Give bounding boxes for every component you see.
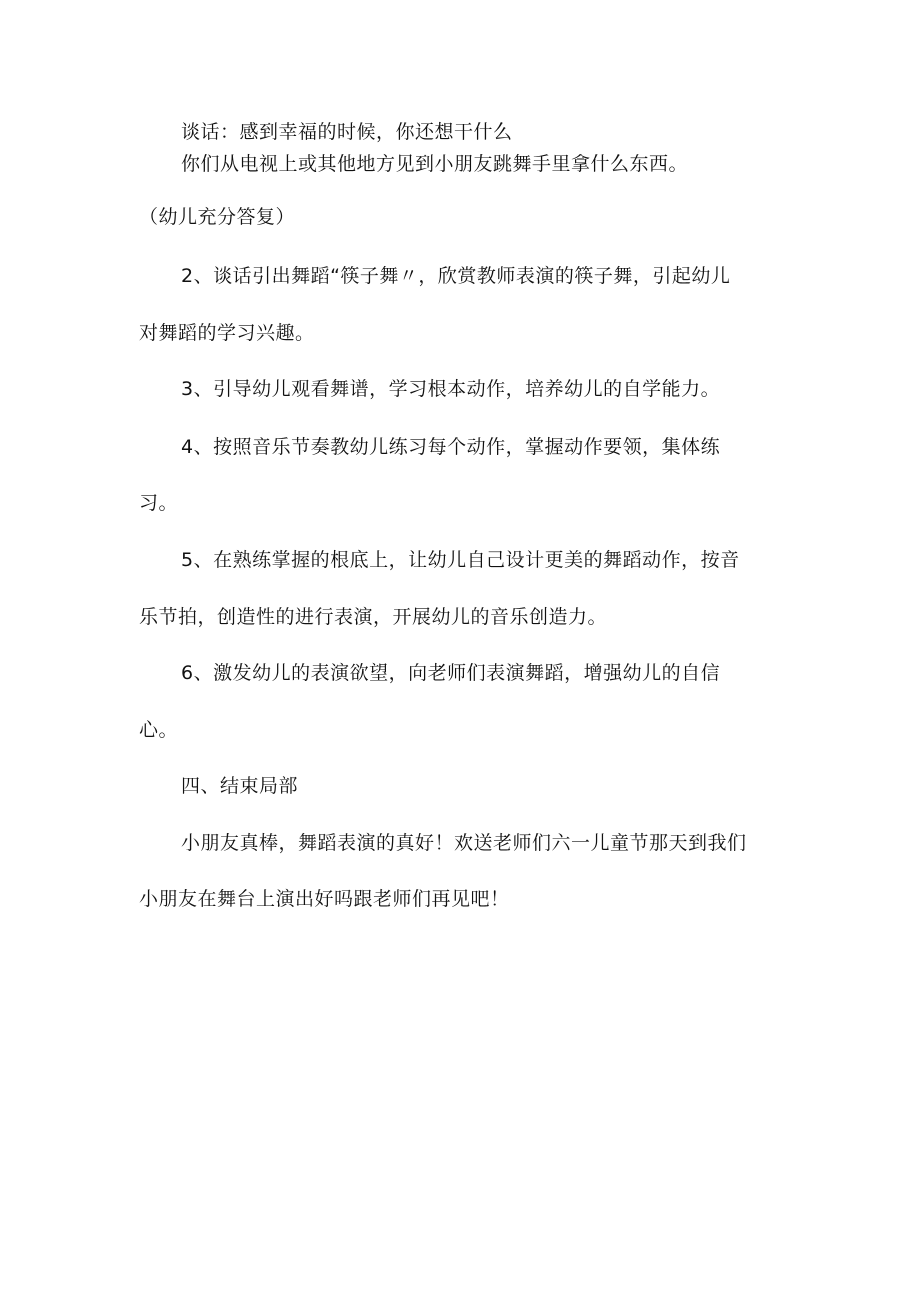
children-answer-note: （幼儿充分答复）	[139, 206, 296, 228]
closing-line-2: 小朋友在舞台上演出好吗跟老师们再见吧！	[139, 888, 510, 910]
step-5-line-2: 乐节拍，创造性的进行表演，开展幼儿的音乐创造力。	[139, 606, 608, 628]
step-6-line-2: 心。	[139, 719, 179, 741]
closing-line-1: 小朋友真棒，舞蹈表演的真好！欢送老师们六一儿童节那天到我们	[181, 832, 747, 854]
step-5-line-1: 5、在熟练掌握的根底上，让幼儿自己设计更美的舞蹈动作，按音	[181, 549, 740, 571]
question-line: 你们从电视上或其他地方见到小朋友跳舞手里拿什么东西。	[181, 153, 689, 175]
step-3-line: 3、引导幼儿观看舞谱，学习根本动作，培养幼儿的自学能力。	[181, 378, 721, 400]
step-2-line-2: 对舞蹈的学习兴趣。	[139, 322, 315, 344]
section-heading-ending: 四、结束局部	[181, 775, 299, 797]
step-4-line-1: 4、按照音乐节奏教幼儿练习每个动作，掌握动作要领，集体练	[181, 436, 721, 458]
step-4-line-2: 习。	[139, 492, 179, 514]
step-2-line-1: 2、谈话引出舞蹈“筷子舞〃，欣赏教师表演的筷子舞，引起幼儿	[181, 265, 731, 287]
step-6-line-1: 6、激发幼儿的表演欲望，向老师们表演舞蹈，增强幼儿的自信	[181, 662, 721, 684]
dialogue-line: 谈话：感到幸福的时候，你还想干什么	[181, 121, 513, 143]
